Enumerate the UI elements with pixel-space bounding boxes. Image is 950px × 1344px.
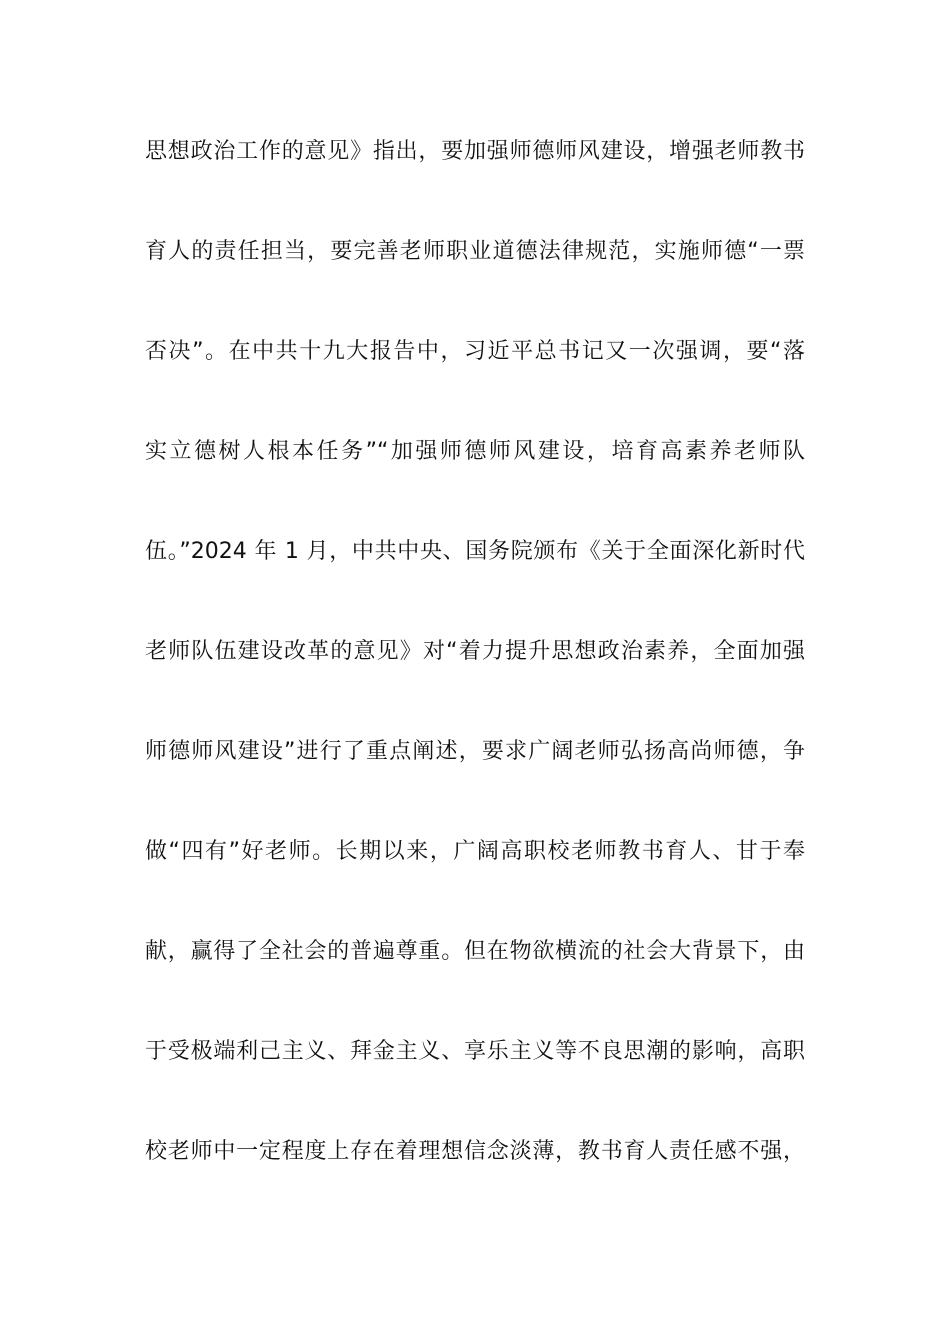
text-line-3: 否决”。在中共十九大报告中，习近平总书记又一次强调，要“落 [145,339,805,364]
text-line-8: 做“四有”好老师。长期以来，广阔高职校老师教书育人、甘于奉 [145,839,805,864]
body-paragraph [145,127,805,1227]
text-line-4: 实立德树人根本任务”“加强师德师风建设，培育高素养老师队 [145,439,805,464]
text-line-5: 伍。”2024 年 1 月，中共中央、国务院颁布《关于全面深化新时代 [145,539,805,564]
text-line-9: 献，赢得了全社会的普遍尊重。但在物欲横流的社会大背景下，由 [145,939,805,964]
text-line-10: 于受极端利己主义、拜金主义、享乐主义等不良思潮的影响，高职 [145,1039,805,1064]
text-line-6: 老师队伍建设改革的意见》对“着力提升思想政治素养，全面加强 [145,639,805,664]
text-line-1: 思想政治工作的意见》指出，要加强师德师风建设，增强老师教书 [145,139,805,164]
text-line-7: 师德师风建设”进行了重点阐述，要求广阔老师弘扬高尚师德，争 [145,739,805,764]
text-line-11: 校老师中一定程度上存在着理想信念淡薄，教书育人责任感不强， [145,1139,805,1164]
text-line-2: 育人的责任担当，要完善老师职业道德法律规范，实施师德“一票 [145,239,805,264]
